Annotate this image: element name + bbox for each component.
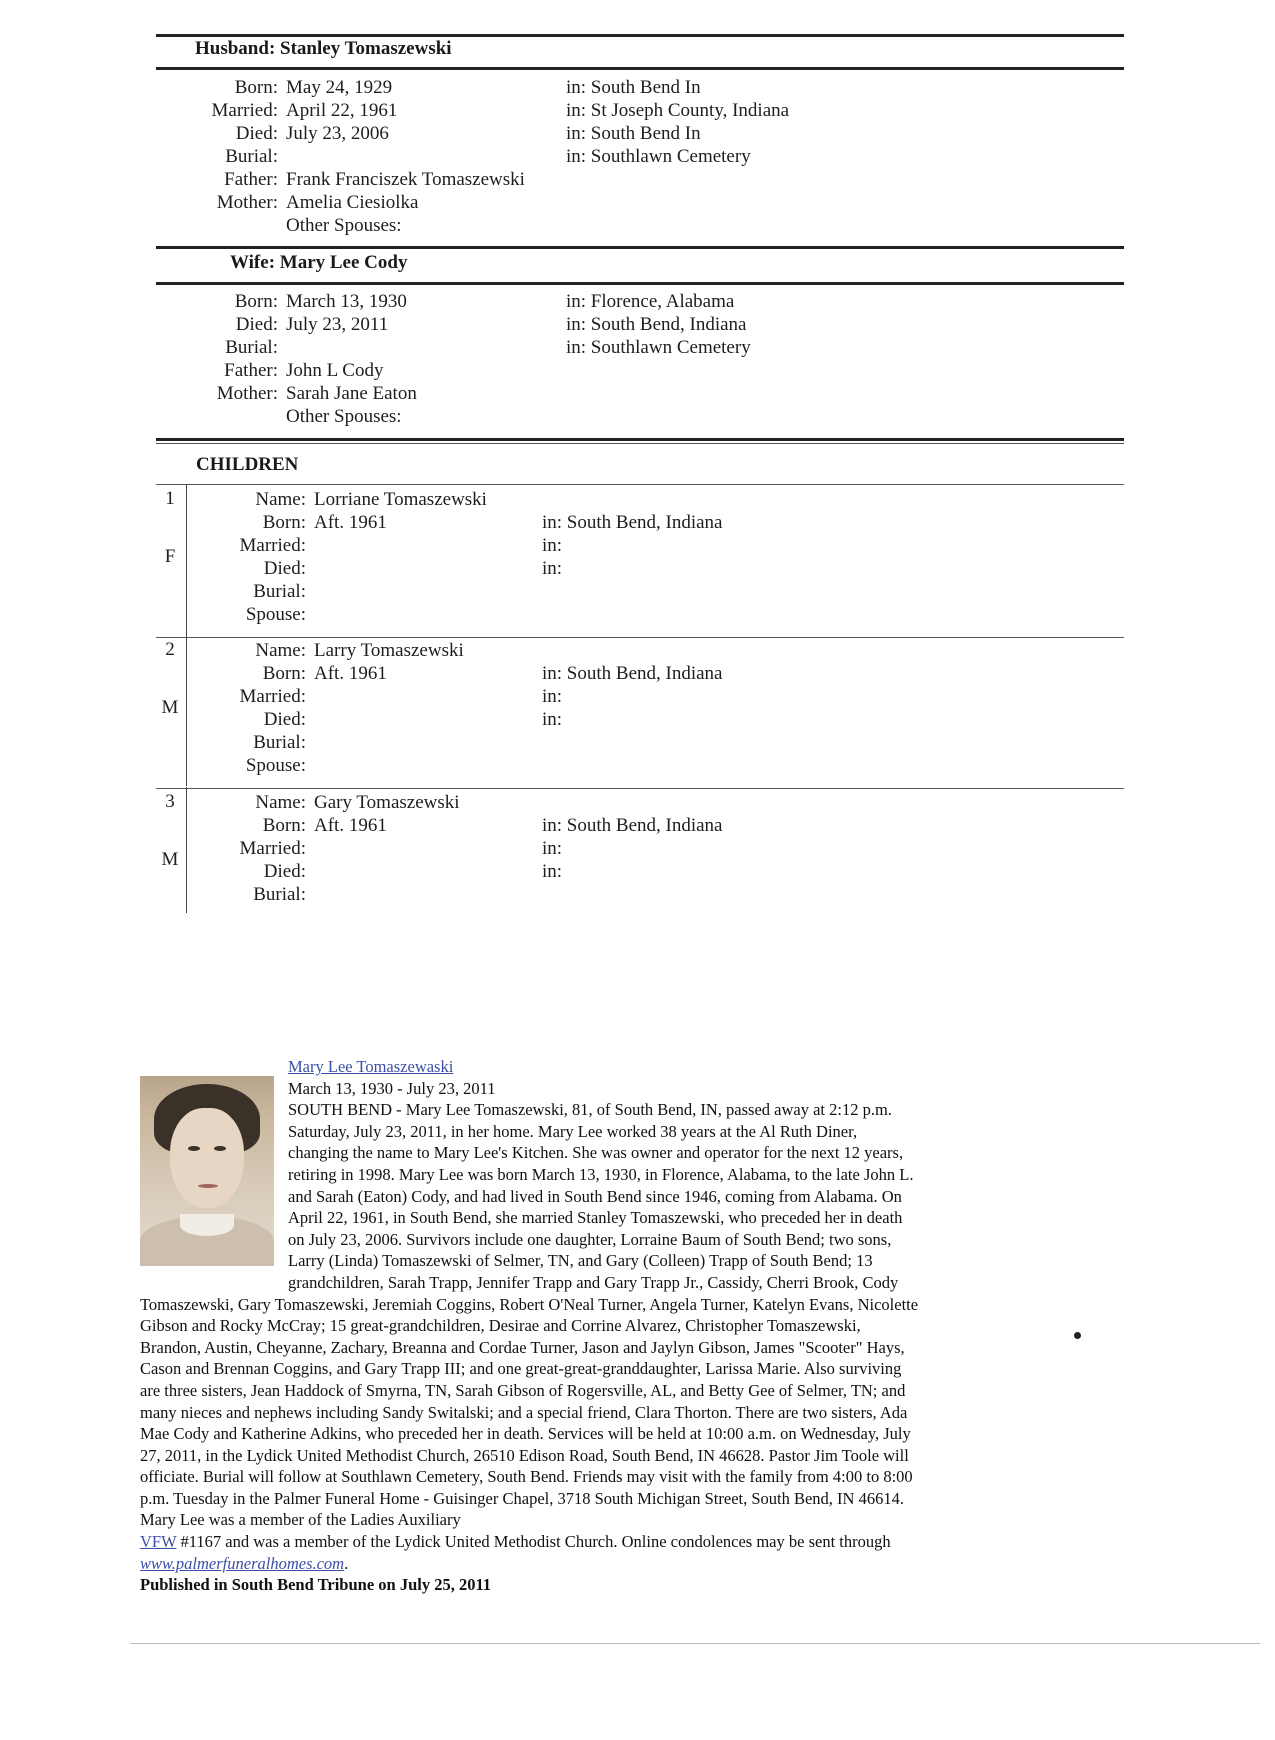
field-place: in: — [542, 558, 563, 579]
field-label: Burial: — [253, 581, 306, 602]
divider — [156, 34, 1124, 37]
field-value: July 23, 2011 — [286, 314, 389, 335]
page-edge-line — [130, 1643, 1260, 1644]
field-label: Married: — [239, 535, 306, 556]
field-label: Married: — [239, 686, 306, 707]
divider — [156, 438, 1124, 441]
field-label: Died: — [235, 314, 278, 335]
child-column-divider — [186, 635, 187, 786]
child-number: 1 — [165, 488, 175, 509]
field-place: in: South Bend In — [566, 123, 701, 144]
field-place: in: South Bend, Indiana — [542, 663, 723, 684]
field-label: Spouse: — [245, 755, 306, 776]
field-value: Gary Tomaszewski — [314, 792, 460, 813]
child-separator — [156, 637, 1124, 638]
obituary-dates: March 13, 1930 - July 23, 2011 — [288, 1078, 496, 1098]
field-place: in: Southlawn Cemetery — [566, 146, 751, 167]
field-label: Married: — [239, 838, 306, 859]
obituary-body: SOUTH BEND - Mary Lee Tomaszewski, 81, of South Bend, IN, passed away at 2:12 p.m. Saturday, July 23, 2011, in her home. Mary Lee worked 38 years at the Al Ruth Diner, changing the name to Mary Lee's Kitchen. She was owner and operator for the next 12 years, retiring in 1998. Mary Lee was born March 13, 1930, in Florence, Alabama, to the late John L. and Sarah (Eaton) Cody, and had lived in South Bend since 1946, coming from Alabama. On April 22, 1961, in South Bend, she married Stanley Tomaszewski, who preceded her in death on July 23, 2006. Survivors include one daughter, Lorraine Baum of South Bend; two sons, Larry (Linda) Tomaszewski of Selmer, TN, and Gary (Colleen) Trapp of South Bend; 13 grandchildren, Sarah Trapp, Jennifer Trapp and Gary Trapp Jr., Cassidy, Cherri Brook, Cody Tomaszewski, Gary Tomaszewski, Jeremiah Coggins, Robert O'Neal Turner, Angela Turner, Katelyn Evans, Nicolette Gibson and Rocky McCray; 15 great-grandchildren, Desirae and Corrine Alvarez, Christopher Tomaszewski, Brandon, Austin, Cheyanne, Zachary, Breanna and Cordae Turner, Jason and Jaylyn Gibson, James "Scooter" Hays, Cason and Brennan Coggins, and Gary Trapp III; and one great-great-granddaughter, Larissa Marie. Also surviving are three sisters, Jean Haddock of Smyrna, TN, Sarah Gibson of Rogersville, AL, and Betty Gee of Selmer, TN; and many nieces and nephews including Sandy Switalski; and a special friend, Clara Thorton. There are two sisters, Ada Mae Cody and Katherine Adkins, who preceded her in death. Services will be held at 10:00 a.m. on Wednesday, July 27, 2011, in the Lydick United Methodist Church, 26510 Edison Road, South Bend, IN 46628. Pastor Jim Toole will officiate. Burial will follow at Southlawn Cemetery, South Bend. Friends may visit with the family from 4:00 to 8:00 p.m. Tuesday in the Palmer Funeral Home - Guisinger Chapel, 3718 South Michigan Street, South Bend, IN 46614. Mary Lee was a member of the Ladies Auxiliary — [140, 1100, 919, 1530]
website-link[interactable]: www.palmerfuneralhomes.com — [140, 1553, 345, 1573]
field-place: in: — [542, 709, 563, 730]
vfw-link[interactable]: VFW — [140, 1532, 177, 1552]
wife-heading: Wife: Mary Lee Cody — [230, 252, 408, 273]
field-label: Spouse: — [245, 604, 306, 625]
field-value: John L Cody — [286, 360, 384, 381]
child-number: 2 — [165, 639, 175, 660]
child-column-divider — [186, 787, 187, 913]
field-label: Died: — [263, 861, 306, 882]
field-place: in: — [542, 861, 563, 882]
field-label: Burial: — [253, 732, 306, 753]
field-value: Aft. 1961 — [314, 663, 387, 684]
child-sex: M — [161, 697, 179, 718]
field-value: July 23, 2006 — [286, 123, 389, 144]
field-place: in: South Bend In — [566, 77, 701, 98]
field-label: Born: — [234, 291, 278, 312]
field-label: Burial: — [225, 337, 278, 358]
field-value: April 22, 1961 — [286, 100, 398, 121]
field-label: Father: — [224, 169, 278, 190]
field-place: in: South Bend, Indiana — [566, 314, 747, 335]
field-label: Burial: — [225, 146, 278, 167]
field-label: Born: — [262, 512, 306, 533]
field-place: in: South Bend, Indiana — [542, 815, 723, 836]
field-label: Father: — [224, 360, 278, 381]
field-place: in: Southlawn Cemetery — [566, 337, 751, 358]
children-heading: CHILDREN — [196, 454, 299, 475]
divider — [156, 246, 1124, 249]
obituary-name-link[interactable]: Mary Lee Tomaszewaski — [288, 1057, 454, 1076]
field-place: in: — [542, 686, 563, 707]
field-label: Born: — [262, 663, 306, 684]
field-place: in: — [542, 535, 563, 556]
field-label: Died: — [263, 709, 306, 730]
field-value: Aft. 1961 — [314, 815, 387, 836]
field-place: in: Florence, Alabama — [566, 291, 735, 312]
field-place: in: — [542, 838, 563, 859]
child-number: 3 — [165, 791, 175, 812]
field-label: Born: — [262, 815, 306, 836]
field-label: Name: — [255, 489, 306, 510]
divider — [156, 443, 1124, 444]
field-label: Burial: — [253, 884, 306, 905]
field-label: Name: — [255, 640, 306, 661]
field-place: in: South Bend, Indiana — [542, 512, 723, 533]
published-note: Published in South Bend Tribune on July 25, 2011 — [140, 1575, 492, 1595]
field-value: Sarah Jane Eaton — [286, 383, 417, 404]
field-value: Aft. 1961 — [314, 512, 387, 533]
field-value: Frank Franciszek Tomaszewski — [286, 169, 525, 190]
obituary-body-continued: #1167 and was a member of the Lydick United Methodist Church. Online condolences may be sent through — [176, 1532, 891, 1552]
obituary-body-end: . — [344, 1553, 349, 1573]
field-value: Larry Tomaszewski — [314, 640, 464, 661]
field-value: Amelia Ciesiolka — [286, 192, 419, 213]
field-label: Mother: — [216, 383, 278, 404]
field-label: Born: — [234, 77, 278, 98]
field-value: March 13, 1930 — [286, 291, 407, 312]
child-separator — [156, 788, 1124, 789]
field-label: Mother: — [216, 192, 278, 213]
field-label: Name: — [255, 792, 306, 813]
field-label: Died: — [263, 558, 306, 579]
child-column-divider — [186, 484, 187, 635]
stray-mark — [1074, 1332, 1081, 1339]
husband-heading: Husband: Stanley Tomaszewski — [195, 38, 452, 59]
field-value: May 24, 1929 — [286, 77, 393, 98]
field-place: in: St Joseph County, Indiana — [566, 100, 790, 121]
divider — [156, 67, 1124, 70]
field-label: Married: — [211, 100, 278, 121]
divider — [156, 484, 1124, 485]
field-value: Lorriane Tomaszewski — [314, 489, 487, 510]
child-sex: F — [164, 546, 176, 567]
field-label: Died: — [235, 123, 278, 144]
obituary-text — [140, 1056, 920, 1596]
field-value: Other Spouses: — [286, 406, 402, 427]
field-value: Other Spouses: — [286, 215, 402, 236]
child-sex: M — [161, 849, 179, 870]
divider — [156, 282, 1124, 285]
